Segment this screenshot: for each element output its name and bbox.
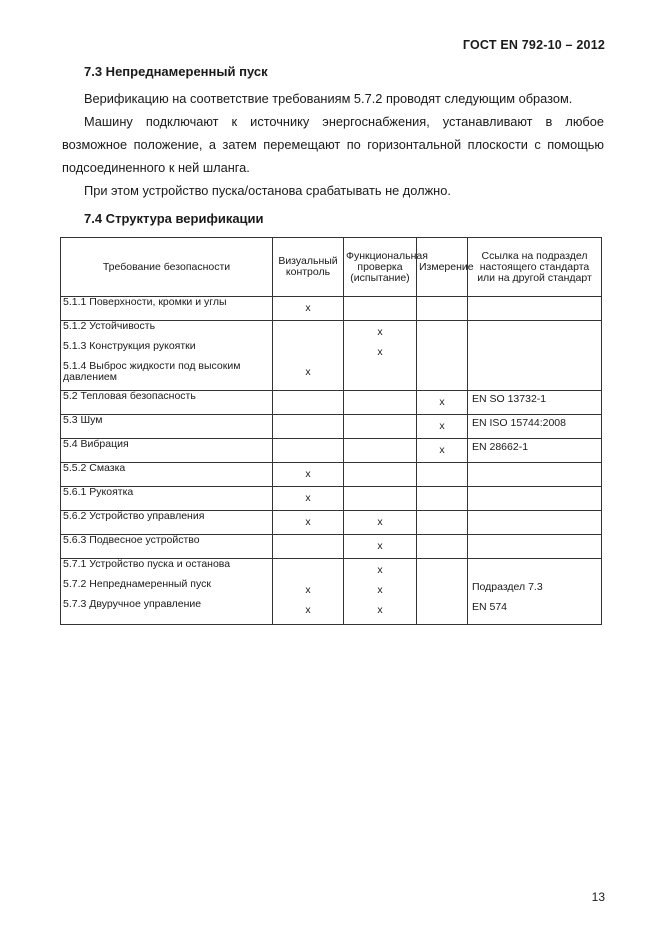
cell-value: 5.1.2 Устойчивость: [63, 320, 156, 332]
cell-value: x: [305, 584, 311, 596]
table-cell-func: [344, 321, 417, 391]
cell-value: x: [439, 420, 445, 432]
section-7-3-para1: Верификацию на соответствие требованиям 5.7.2 проводят следующим образом.: [84, 91, 573, 106]
cell-value: x: [377, 604, 383, 616]
table-cell-meas: [417, 559, 468, 625]
cell-value: EN ISO 15744:2008: [472, 417, 566, 429]
table-cell-vis: [273, 297, 344, 321]
table-cell-meas: [417, 487, 468, 511]
table-row: [61, 439, 602, 463]
table-cell-func: [344, 439, 417, 463]
cell-value: x: [305, 302, 311, 314]
table-row: [61, 559, 602, 625]
cell-value: 5.1.3 Конструкция рукоятки: [63, 340, 196, 352]
table-cell-vis: [273, 391, 344, 415]
table-cell-vis: [273, 487, 344, 511]
header-reference: Ссылка на подраздел настоящего стандарта или на другой стандарт: [468, 238, 602, 297]
table-cell-req: [61, 535, 273, 559]
table-cell-ref: [468, 559, 602, 625]
table-cell-meas: [417, 297, 468, 321]
table-cell-req: [61, 391, 273, 415]
table-cell-req: [61, 297, 273, 321]
header-functional: Функциональная проверка (испытание): [344, 238, 417, 297]
table-cell-func: [344, 415, 417, 439]
cell-value: EN 28662-1: [472, 441, 529, 453]
table-cell-ref: [468, 391, 602, 415]
cell-value: Подраздел 7.3: [472, 581, 543, 593]
table-cell-ref: [468, 487, 602, 511]
table-row: [61, 297, 602, 321]
header-measurement: Измерение: [417, 238, 468, 297]
table-cell-func: [344, 559, 417, 625]
table-cell-ref: [468, 463, 602, 487]
cell-value: [419, 584, 465, 604]
cell-value: x: [377, 346, 383, 358]
cell-value: x: [439, 396, 445, 408]
cell-value: x: [305, 604, 311, 616]
cell-value: 5.7.2 Непреднамеренный пуск: [63, 578, 211, 590]
cell-value: [472, 343, 599, 363]
table-cell-meas: [417, 511, 468, 535]
table-row: [61, 487, 602, 511]
table-cell-vis: [273, 559, 344, 625]
table-cell-vis: [273, 535, 344, 559]
section-7-3-title: 7.3 Непреднамеренный пуск: [84, 64, 268, 79]
cell-value: 5.1.4 Выброс жидкости под высоким давлением: [63, 360, 241, 383]
cell-value: x: [305, 492, 311, 504]
cell-value: x: [377, 516, 383, 528]
table-cell-meas: [417, 463, 468, 487]
table-header-row: [61, 238, 602, 297]
table-cell-meas: [417, 535, 468, 559]
page-number: 13: [591, 890, 605, 904]
table-row: [61, 391, 602, 415]
cell-value: x: [377, 564, 383, 576]
table-cell-req: [61, 487, 273, 511]
cell-value: x: [439, 444, 445, 456]
table-cell-func: [344, 487, 417, 511]
table-cell-vis: [273, 439, 344, 463]
cell-value: 5.6.2 Устройство управления: [63, 510, 205, 522]
cell-value: EN SO 13732-1: [472, 393, 547, 405]
cell-value: 5.6.1 Рукоятка: [63, 486, 134, 498]
section-7-4-title: 7.4 Структура верификации: [84, 211, 264, 226]
table-row: [61, 321, 602, 391]
table-cell-req: [61, 511, 273, 535]
table-row: [61, 535, 602, 559]
table-row: [61, 415, 602, 439]
cell-value: 5.5.2 Смазка: [63, 462, 126, 474]
cell-value: x: [305, 468, 311, 480]
table-cell-func: [344, 463, 417, 487]
cell-value: [275, 326, 341, 346]
verification-table: [60, 237, 602, 625]
table-cell-vis: [273, 415, 344, 439]
table-cell-ref: [468, 535, 602, 559]
cell-value: 5.6.3 Подвесное устройство: [63, 534, 200, 546]
table-cell-req: [61, 559, 273, 625]
table-cell-ref: [468, 439, 602, 463]
cell-value: 5.3 Шум: [63, 414, 103, 426]
cell-value: [275, 564, 341, 584]
section-7-3-para2: Машину подключают к источнику энергоснабжения, устанавливают в любое возможное положение, а затем перемещают по горизонтальной плоскости с помощью подсоединенного к ней шланга.: [62, 114, 604, 175]
cell-value: [472, 561, 599, 581]
table-cell-vis: [273, 463, 344, 487]
table-cell-meas: [417, 391, 468, 415]
cell-value: x: [305, 516, 311, 528]
table-cell-meas: [417, 321, 468, 391]
cell-value: 5.4 Вибрация: [63, 438, 129, 450]
cell-value: [275, 346, 341, 366]
table-cell-vis: [273, 321, 344, 391]
table-cell-func: [344, 297, 417, 321]
table-cell-vis: [273, 511, 344, 535]
table-cell-ref: [468, 415, 602, 439]
table-cell-ref: [468, 321, 602, 391]
cell-value: x: [377, 326, 383, 338]
cell-value: 5.7.3 Двуручное управление: [63, 598, 202, 610]
table-cell-req: [61, 463, 273, 487]
table-cell-req: [61, 321, 273, 391]
table-cell-ref: [468, 297, 602, 321]
cell-value: 5.1.1 Поверхности, кромки и углы: [63, 296, 227, 308]
table-cell-func: [344, 535, 417, 559]
cell-value: [419, 346, 465, 366]
table-row: [61, 511, 602, 535]
section-7-3-para3: При этом устройство пуска/останова срабатывать не должно.: [84, 183, 451, 198]
cell-value: [472, 323, 599, 343]
table-row: [61, 463, 602, 487]
cell-value: [472, 363, 599, 387]
table-cell-func: [344, 391, 417, 415]
header-requirement: Требование безопасности: [61, 238, 273, 297]
cell-value: [419, 604, 465, 624]
cell-value: [419, 366, 465, 390]
cell-value: x: [377, 584, 383, 596]
table-cell-meas: [417, 415, 468, 439]
cell-value: 5.2 Тепловая безопасность: [63, 390, 196, 402]
table-body: [61, 297, 602, 625]
table-cell-meas: [417, 439, 468, 463]
cell-value: [419, 326, 465, 346]
cell-value: 5.7.1 Устройство пуска и останова: [63, 558, 231, 570]
table-cell-ref: [468, 511, 602, 535]
table-cell-func: [344, 511, 417, 535]
cell-value: [346, 366, 414, 390]
document-header: ГОСТ EN 792-10 – 2012: [462, 38, 605, 52]
cell-value: x: [377, 540, 383, 552]
header-visual: Визуальный контроль: [273, 238, 344, 297]
cell-value: EN 574: [472, 601, 508, 613]
table-cell-req: [61, 439, 273, 463]
table-cell-req: [61, 415, 273, 439]
cell-value: x: [305, 366, 311, 378]
cell-value: [419, 564, 465, 584]
